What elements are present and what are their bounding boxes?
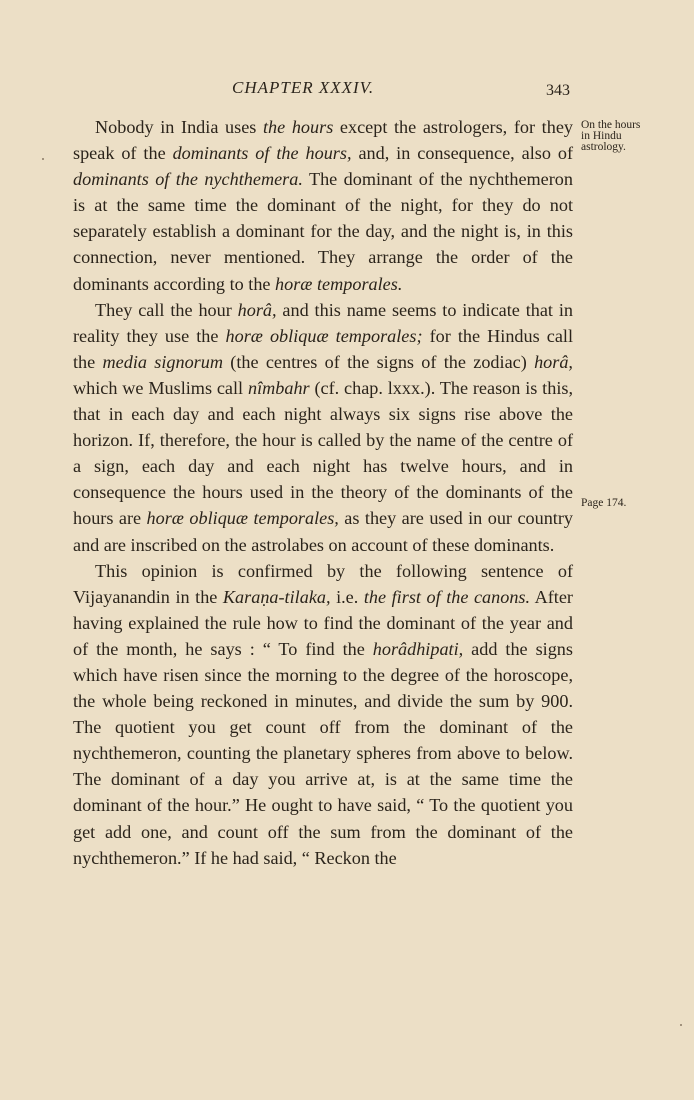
text-run: Nobody in India uses (95, 117, 263, 137)
body-text (73, 114, 573, 871)
paragraph-3 (73, 558, 573, 871)
paper-speck (680, 1024, 682, 1026)
italic-term: horæ obliquæ temporales; (225, 325, 423, 346)
italic-term: nîmbahr (247, 377, 310, 398)
italic-term: dominants of the hours, (172, 143, 352, 164)
margin-note-hours-astrology: On the hours in Hindu astrology. (581, 119, 641, 153)
italic-term: horâ, (237, 299, 277, 320)
text-run: except the astrologers, for they speak of the (73, 117, 573, 164)
text-run: and, in consequence, also of (351, 143, 574, 164)
text-run: which we Muslims call (73, 377, 248, 398)
text-run: i.e. (330, 586, 364, 607)
italic-term: media signorum (102, 351, 223, 372)
text-run: (cf. chap. lxxx.). The reason is this, that in each day and each night always six signs rise above the horizon. If, therefore, the hour is called by the name of the centre of a sign, each day and each night has twelve hours, and in consequence the hours used in the theory of the dominants of the hours are (73, 377, 573, 529)
text-run: (the centres of the signs of the zodiac) (222, 351, 535, 372)
italic-term: the hours (262, 117, 334, 137)
text-run: add the signs which have risen since the morning to the degree of the horoscope, the whole being reckoned in minutes, and divide the sum by 900. The quotient you get count off from the dominant of the nychthemeron, counting the planetary spheres from above to below. The dominant of a day you arrive at, is at the same time the dominant of the hour.” He ought to have said, “ To the quotient you get add one, and count off the sum from the dominant of the nychthemeron.” If he had said, “ Reckon the (73, 638, 573, 868)
italic-term: horæ obliquæ temporales, (146, 508, 339, 529)
italic-term: the first of the canons. (363, 586, 531, 607)
italic-term: horâ, (534, 351, 573, 372)
italic-term: horæ temporales. (275, 273, 403, 294)
text-run: After having explained the rule how to find the dominant of the year and of the month, he says : “ To find the (73, 586, 573, 659)
text-run: This opinion is confirmed by the following sentence of Vijayanandin in the (73, 560, 573, 607)
text-run: for the Hindus call the (73, 325, 573, 372)
italic-term: horâdhipati, (372, 638, 464, 659)
page-number: 343 (546, 82, 570, 99)
paper-speck (42, 158, 44, 160)
italic-term: dominants of the nychthemera. (73, 169, 303, 190)
paragraph-2 (73, 297, 573, 558)
text-run: The dominant of the nychthemeron is at the same time the dominant of the night, for they do not separately establish a dominant for the day, and the night is, in this connection, never mentioned. They arrange the order of the dominants according to the (73, 169, 573, 294)
text-run: and this name seems to indicate that in reality they use the (73, 299, 573, 346)
paragraph-1 (73, 114, 573, 297)
margin-note-page-reference: Page 174. (581, 497, 627, 509)
italic-term: Karaṇa-tilaka, (222, 586, 331, 607)
text-run: They call the hour (95, 299, 238, 320)
chapter-heading: CHAPTER XXXIV. (232, 78, 375, 97)
text-run: as they are used in our country and are inscribed on the astrolabes on account of these dominants. (73, 508, 573, 555)
